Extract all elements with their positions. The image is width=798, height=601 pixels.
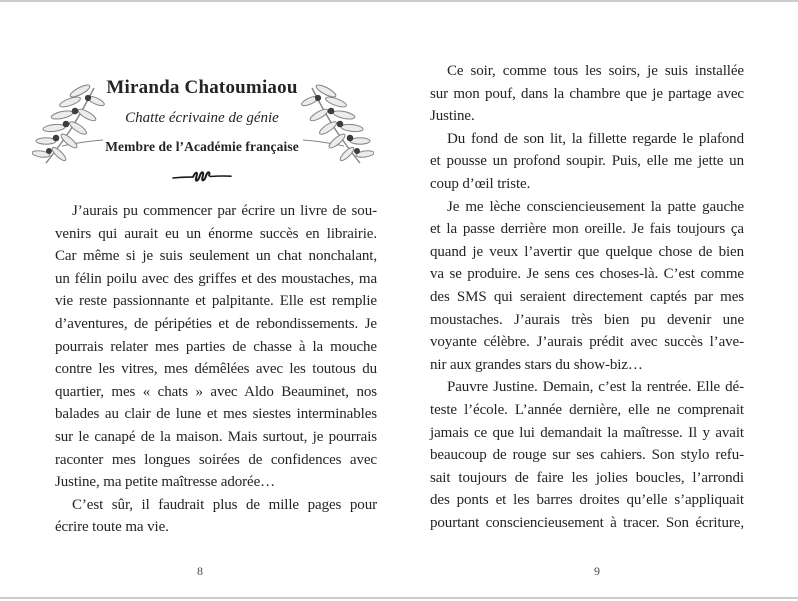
book-affiliation: Membre de l’Académie française xyxy=(105,139,299,154)
body-line: contre les vitres, mes démêlées avec les toutous du xyxy=(55,361,377,378)
body-line: Justine. xyxy=(430,108,475,125)
body-line: J’aurais pu commencer par écrire un livre de sou- xyxy=(72,203,377,219)
body-line: teste l’école. L’année dernière, elle ne comprenait xyxy=(430,401,744,418)
body-line: vie reste passionnante et palpitante. Elle est remplie xyxy=(55,293,377,310)
body-line: pourrais relater mes parties de chasse à la mouche xyxy=(55,338,377,355)
body-line: Pauvre Justine. Demain, c’est la rentrée. Elle dé- xyxy=(447,379,744,396)
left-page-body xyxy=(55,200,377,539)
body-line: nir aux grandes stars du show-biz… xyxy=(430,356,643,373)
body-line: Je me lèche consciencieusement la patte gauche xyxy=(447,198,744,215)
book-title: Miranda Chatoumiaou xyxy=(106,77,298,98)
body-line: d’aventures, de péripéties et de rebondissements. Je xyxy=(55,315,377,332)
body-line: pourtant consciencieusement à tracer. Son écriture, xyxy=(430,514,744,531)
body-line: écrire toute ma vie. xyxy=(55,519,169,536)
bottom-edge-line xyxy=(0,597,798,599)
chapter-header xyxy=(40,66,364,185)
body-line: quartier, mes « chats » avec Aldo Beauminet, nos xyxy=(55,383,377,400)
body-line: un félin poilu avec des griffes et des moustaches, ma xyxy=(55,270,377,287)
body-line: moustaches. J’aurais très bien pu devenir une xyxy=(430,311,744,328)
body-line: beaucoup de rouge sur ses cahiers. Son stylo refu- xyxy=(430,447,744,464)
body-line: quand je veux l’avertir que quelque chose de bien xyxy=(430,243,744,260)
book-subtitle: Chatte écrivaine de génie xyxy=(125,110,279,126)
right-page-body xyxy=(430,60,744,534)
body-line: jamais ce que lui demandait la maîtresse. Il y avait xyxy=(430,424,744,441)
body-line: sait toujours de faire les jolies boucles, l’arrondi xyxy=(430,469,744,486)
body-line: C’est sûr, il faudrait plus de mille pages pour xyxy=(72,496,377,513)
body-line: raconter mes longues soirées de confidences avec xyxy=(55,451,377,468)
body-line: et la passe derrière mon oreille. Je fais toujours ça xyxy=(430,221,744,238)
body-line: balades au clair de lune et mes siestes interminables xyxy=(55,406,377,423)
body-line: des SMS qui seraient directement captés par mes xyxy=(430,288,744,305)
body-line: des ponts et les barres droites qu’elle s’appliquait xyxy=(430,492,744,509)
top-edge-line xyxy=(0,0,798,2)
body-line: sur mon pouf, dans la chambre que je partage avec xyxy=(430,85,744,102)
body-line: Justine, ma petite maîtresse adorée… xyxy=(55,474,276,491)
left-page-number: 8 xyxy=(197,564,203,578)
body-line: coup d’œil triste. xyxy=(430,175,531,192)
body-line: et pousse un profond soupir. Puis, elle me jette un xyxy=(430,153,744,170)
body-line: venirs qui aurait eu un énorme succès en librairie. xyxy=(55,225,377,242)
body-line: Du fond de son lit, la fillette regarde le plafond xyxy=(447,130,744,147)
body-line: Car même si je suis seulement un chat nonchalant, xyxy=(55,248,377,265)
squiggle-divider-icon xyxy=(40,169,364,185)
body-line: Ce soir, comme tous les soirs, je suis installée xyxy=(447,63,744,79)
right-page-number: 9 xyxy=(594,564,600,578)
body-line: sur le canapé de la maison. Mais surtout, je pourrais xyxy=(55,428,377,445)
body-line: va se produire. Je sens ces choses-là. C’est comme xyxy=(430,266,744,283)
body-line: voyante célèbre. J’aurais prédit avec succès l’ave- xyxy=(430,334,744,351)
